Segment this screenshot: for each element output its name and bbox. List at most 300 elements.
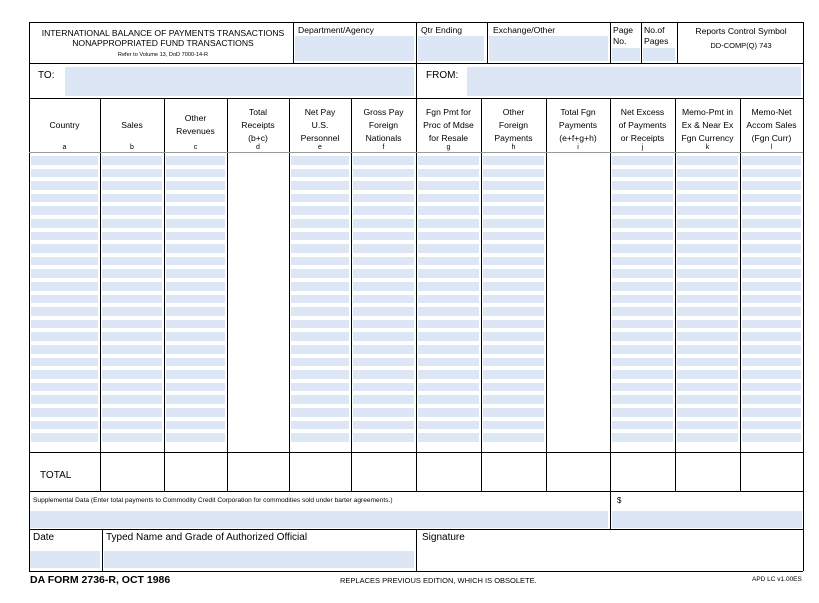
- table-cell-input[interactable]: [548, 320, 608, 329]
- table-cell-input[interactable]: [166, 282, 225, 291]
- table-cell-input[interactable]: [548, 282, 608, 291]
- table-cell-input[interactable]: [102, 282, 162, 291]
- table-cell-input[interactable]: [418, 269, 479, 278]
- table-cell-input[interactable]: [548, 156, 608, 165]
- table-cell-input[interactable]: [31, 332, 98, 341]
- table-cell-input[interactable]: [418, 169, 479, 178]
- table-cell-input[interactable]: [418, 307, 479, 316]
- table-cell-input[interactable]: [483, 194, 544, 203]
- table-cell-input[interactable]: [353, 320, 414, 329]
- table-cell-input[interactable]: [612, 257, 673, 266]
- table-cell-input[interactable]: [353, 433, 414, 442]
- total-label: TOTAL: [40, 470, 72, 481]
- table-cell-input[interactable]: [677, 194, 738, 203]
- table-cell-input[interactable]: [102, 307, 162, 316]
- table-cell-input[interactable]: [291, 408, 349, 417]
- table-cell-input[interactable]: [166, 370, 225, 379]
- table-cell-input[interactable]: [612, 433, 673, 442]
- table-cell-input[interactable]: [742, 421, 801, 430]
- table-cell-input[interactable]: [677, 181, 738, 190]
- table-cell-input[interactable]: [102, 156, 162, 165]
- table-cell-input[interactable]: [353, 206, 414, 215]
- table-cell-input[interactable]: [548, 307, 608, 316]
- table-cell-input[interactable]: [483, 295, 544, 304]
- table-cell-input[interactable]: [612, 345, 673, 354]
- date-field[interactable]: [30, 551, 100, 568]
- table-cell-input[interactable]: [291, 269, 349, 278]
- table-cell-input[interactable]: [229, 156, 287, 165]
- table-cell-input[interactable]: [677, 244, 738, 253]
- table-cell-input[interactable]: [166, 269, 225, 278]
- table-cell-input[interactable]: [166, 244, 225, 253]
- table-cell-input[interactable]: [677, 257, 738, 266]
- total-cell[interactable]: [482, 454, 545, 490]
- table-cell-input[interactable]: [677, 269, 738, 278]
- table-cell-input[interactable]: [291, 395, 349, 404]
- table-cell-input[interactable]: [677, 332, 738, 341]
- table-cell-input[interactable]: [353, 232, 414, 241]
- table-cell-input[interactable]: [291, 257, 349, 266]
- table-cell-input[interactable]: [31, 433, 98, 442]
- table-cell-input[interactable]: [483, 421, 544, 430]
- table-cell-input[interactable]: [102, 206, 162, 215]
- table-cell-input[interactable]: [742, 370, 801, 379]
- total-cell[interactable]: [290, 454, 350, 490]
- table-cell-input[interactable]: [548, 395, 608, 404]
- table-cell-input[interactable]: [418, 383, 479, 392]
- table-cell-input[interactable]: [612, 332, 673, 341]
- table-cell-input[interactable]: [353, 383, 414, 392]
- table-cell-input[interactable]: [742, 181, 801, 190]
- table-cell-input[interactable]: [229, 408, 287, 417]
- table-cell-input[interactable]: [353, 282, 414, 291]
- table-cell-input[interactable]: [291, 421, 349, 430]
- table-cell-input[interactable]: [548, 269, 608, 278]
- table-cell-input[interactable]: [166, 433, 225, 442]
- table-cell-input[interactable]: [353, 345, 414, 354]
- table-cell-input[interactable]: [166, 295, 225, 304]
- table-cell-input[interactable]: [548, 194, 608, 203]
- table-cell-input[interactable]: [291, 433, 349, 442]
- page-no-field[interactable]: [612, 48, 640, 61]
- table-cell-input[interactable]: [31, 320, 98, 329]
- table-cell-input[interactable]: [677, 320, 738, 329]
- table-cell-input[interactable]: [418, 421, 479, 430]
- table-cell-input[interactable]: [548, 206, 608, 215]
- table-cell-input[interactable]: [418, 206, 479, 215]
- table-cell-input[interactable]: [102, 370, 162, 379]
- table-cell-input[interactable]: [353, 295, 414, 304]
- table-cell-input[interactable]: [677, 383, 738, 392]
- table-cell-input[interactable]: [102, 257, 162, 266]
- table-cell-input[interactable]: [677, 206, 738, 215]
- table-cell-input[interactable]: [483, 358, 544, 367]
- table-cell-input[interactable]: [102, 181, 162, 190]
- table-cell-input[interactable]: [548, 181, 608, 190]
- table-cell-input[interactable]: [102, 433, 162, 442]
- table-cell-input[interactable]: [229, 332, 287, 341]
- table-cell-input[interactable]: [483, 408, 544, 417]
- table-cell-input[interactable]: [31, 257, 98, 266]
- table-cell-input[interactable]: [102, 332, 162, 341]
- table-cell-input[interactable]: [612, 421, 673, 430]
- table-cell-input[interactable]: [291, 156, 349, 165]
- table-cell-input[interactable]: [31, 269, 98, 278]
- table-cell-input[interactable]: [166, 219, 225, 228]
- table-cell-input[interactable]: [483, 232, 544, 241]
- table-cell-input[interactable]: [742, 269, 801, 278]
- table-cell-input[interactable]: [548, 370, 608, 379]
- table-cell-input[interactable]: [31, 194, 98, 203]
- table-cell-input[interactable]: [166, 169, 225, 178]
- table-cell-input[interactable]: [612, 383, 673, 392]
- table-cell-input[interactable]: [483, 345, 544, 354]
- table-cell-input[interactable]: [418, 433, 479, 442]
- table-cell-input[interactable]: [483, 219, 544, 228]
- table-cell-input[interactable]: [166, 408, 225, 417]
- table-cell-input[interactable]: [353, 358, 414, 367]
- table-cell-input[interactable]: [31, 244, 98, 253]
- table-cell-input[interactable]: [229, 232, 287, 241]
- supplemental-amount-field[interactable]: [612, 511, 802, 528]
- table-cell-input[interactable]: [483, 269, 544, 278]
- table-cell-input[interactable]: [612, 181, 673, 190]
- table-cell-input[interactable]: [291, 282, 349, 291]
- typed-name-field[interactable]: [104, 551, 414, 568]
- table-cell-input[interactable]: [742, 332, 801, 341]
- table-cell-input[interactable]: [229, 257, 287, 266]
- table-cell-input[interactable]: [229, 433, 287, 442]
- table-cell-input[interactable]: [612, 232, 673, 241]
- table-cell-input[interactable]: [166, 181, 225, 190]
- table-cell-input[interactable]: [548, 408, 608, 417]
- table-cell-input[interactable]: [229, 345, 287, 354]
- table-cell-input[interactable]: [677, 345, 738, 354]
- table-cell-input[interactable]: [229, 320, 287, 329]
- table-cell-input[interactable]: [418, 345, 479, 354]
- table-cell-input[interactable]: [483, 383, 544, 392]
- table-cell-input[interactable]: [612, 169, 673, 178]
- table-cell-input[interactable]: [612, 395, 673, 404]
- table-cell-input[interactable]: [418, 395, 479, 404]
- table-cell-input[interactable]: [291, 206, 349, 215]
- table-cell-input[interactable]: [612, 370, 673, 379]
- signature-field[interactable]: [418, 548, 802, 570]
- table-cell-input[interactable]: [229, 370, 287, 379]
- table-cell-input[interactable]: [166, 395, 225, 404]
- table-cell-input[interactable]: [742, 219, 801, 228]
- table-cell-input[interactable]: [483, 156, 544, 165]
- table-cell-input[interactable]: [612, 244, 673, 253]
- table-cell-input[interactable]: [229, 194, 287, 203]
- total-cell[interactable]: [101, 454, 163, 490]
- table-cell-input[interactable]: [229, 269, 287, 278]
- table-cell-input[interactable]: [229, 307, 287, 316]
- table-cell-input[interactable]: [677, 358, 738, 367]
- table-cell-input[interactable]: [612, 307, 673, 316]
- table-cell-input[interactable]: [418, 156, 479, 165]
- table-cell-input[interactable]: [166, 332, 225, 341]
- table-cell-input[interactable]: [291, 295, 349, 304]
- table-cell-input[interactable]: [291, 332, 349, 341]
- table-cell-input[interactable]: [548, 383, 608, 392]
- table-cell-input[interactable]: [353, 244, 414, 253]
- table-cell-input[interactable]: [483, 307, 544, 316]
- table-cell-input[interactable]: [353, 181, 414, 190]
- table-cell-input[interactable]: [418, 358, 479, 367]
- table-cell-input[interactable]: [102, 169, 162, 178]
- table-cell-input[interactable]: [31, 282, 98, 291]
- table-cell-input[interactable]: [677, 169, 738, 178]
- table-cell-input[interactable]: [612, 282, 673, 291]
- table-cell-input[interactable]: [102, 320, 162, 329]
- table-cell-input[interactable]: [742, 194, 801, 203]
- table-cell-input[interactable]: [612, 206, 673, 215]
- table-cell-input[interactable]: [102, 295, 162, 304]
- table-cell-input[interactable]: [418, 232, 479, 241]
- table-cell-input[interactable]: [102, 421, 162, 430]
- table-cell-input[interactable]: [418, 320, 479, 329]
- table-cell-input[interactable]: [483, 257, 544, 266]
- table-cell-input[interactable]: [166, 358, 225, 367]
- table-cell-input[interactable]: [31, 181, 98, 190]
- table-cell-input[interactable]: [483, 244, 544, 253]
- table-cell-input[interactable]: [742, 408, 801, 417]
- table-cell-input[interactable]: [677, 295, 738, 304]
- table-cell-input[interactable]: [612, 194, 673, 203]
- table-cell-input[interactable]: [166, 421, 225, 430]
- table-cell-input[interactable]: [229, 169, 287, 178]
- table-cell-input[interactable]: [742, 156, 801, 165]
- table-cell-input[interactable]: [742, 257, 801, 266]
- table-cell-input[interactable]: [353, 257, 414, 266]
- table-cell-input[interactable]: [612, 320, 673, 329]
- table-cell-input[interactable]: [353, 408, 414, 417]
- table-cell-input[interactable]: [31, 156, 98, 165]
- department-field[interactable]: [295, 36, 414, 61]
- table-cell-input[interactable]: [102, 408, 162, 417]
- table-cell-input[interactable]: [677, 421, 738, 430]
- total-cell[interactable]: [165, 454, 226, 490]
- table-cell-input[interactable]: [418, 257, 479, 266]
- table-cell-input[interactable]: [677, 219, 738, 228]
- table-cell-input[interactable]: [31, 206, 98, 215]
- exchange-field[interactable]: [489, 36, 608, 61]
- table-cell-input[interactable]: [677, 156, 738, 165]
- table-cell-input[interactable]: [291, 169, 349, 178]
- total-cell[interactable]: [741, 454, 802, 490]
- table-cell-input[interactable]: [418, 370, 479, 379]
- table-cell-input[interactable]: [742, 345, 801, 354]
- table-cell-input[interactable]: [31, 370, 98, 379]
- table-cell-input[interactable]: [102, 395, 162, 404]
- total-cell[interactable]: [352, 454, 415, 490]
- table-cell-input[interactable]: [353, 395, 414, 404]
- table-cell-input[interactable]: [742, 433, 801, 442]
- table-cell-input[interactable]: [166, 320, 225, 329]
- table-cell-input[interactable]: [229, 295, 287, 304]
- table-cell-input[interactable]: [353, 307, 414, 316]
- table-cell-input[interactable]: [31, 358, 98, 367]
- table-cell-input[interactable]: [102, 219, 162, 228]
- table-cell-input[interactable]: [418, 332, 479, 341]
- table-cell-input[interactable]: [548, 244, 608, 253]
- table-cell-input[interactable]: [229, 181, 287, 190]
- table-cell-input[interactable]: [166, 206, 225, 215]
- table-cell-input[interactable]: [677, 433, 738, 442]
- table-cell-input[interactable]: [229, 206, 287, 215]
- table-cell-input[interactable]: [166, 345, 225, 354]
- table-cell-input[interactable]: [418, 194, 479, 203]
- table-cell-input[interactable]: [31, 421, 98, 430]
- table-cell-input[interactable]: [483, 320, 544, 329]
- table-cell-input[interactable]: [418, 244, 479, 253]
- table-cell-input[interactable]: [548, 232, 608, 241]
- table-cell-input[interactable]: [677, 307, 738, 316]
- table-cell-input[interactable]: [353, 269, 414, 278]
- no-of-pages-field[interactable]: [643, 48, 675, 61]
- table-cell-input[interactable]: [229, 395, 287, 404]
- table-cell-input[interactable]: [742, 395, 801, 404]
- table-cell-input[interactable]: [677, 408, 738, 417]
- table-cell-input[interactable]: [31, 408, 98, 417]
- table-cell-input[interactable]: [548, 421, 608, 430]
- table-cell-input[interactable]: [166, 383, 225, 392]
- table-cell-input[interactable]: [677, 232, 738, 241]
- table-cell-input[interactable]: [483, 395, 544, 404]
- table-cell-input[interactable]: [31, 219, 98, 228]
- table-cell-input[interactable]: [742, 307, 801, 316]
- table-cell-input[interactable]: [742, 358, 801, 367]
- table-cell-input[interactable]: [166, 194, 225, 203]
- total-cell[interactable]: [547, 454, 609, 490]
- table-cell-input[interactable]: [102, 244, 162, 253]
- table-cell-input[interactable]: [229, 282, 287, 291]
- table-cell-input[interactable]: [102, 383, 162, 392]
- table-cell-input[interactable]: [353, 421, 414, 430]
- table-cell-input[interactable]: [742, 232, 801, 241]
- table-cell-input[interactable]: [291, 320, 349, 329]
- table-cell-input[interactable]: [548, 433, 608, 442]
- table-cell-input[interactable]: [291, 232, 349, 241]
- table-cell-input[interactable]: [612, 295, 673, 304]
- table-cell-input[interactable]: [291, 244, 349, 253]
- table-cell-input[interactable]: [353, 332, 414, 341]
- table-cell-input[interactable]: [742, 383, 801, 392]
- table-cell-input[interactable]: [612, 156, 673, 165]
- table-cell-input[interactable]: [291, 345, 349, 354]
- table-cell-input[interactable]: [742, 295, 801, 304]
- table-cell-input[interactable]: [166, 232, 225, 241]
- table-cell-input[interactable]: [548, 358, 608, 367]
- table-cell-input[interactable]: [483, 433, 544, 442]
- table-cell-input[interactable]: [291, 370, 349, 379]
- table-cell-input[interactable]: [229, 383, 287, 392]
- table-cell-input[interactable]: [353, 370, 414, 379]
- table-cell-input[interactable]: [483, 332, 544, 341]
- table-cell-input[interactable]: [742, 169, 801, 178]
- table-cell-input[interactable]: [102, 345, 162, 354]
- table-cell-input[interactable]: [677, 395, 738, 404]
- table-cell-input[interactable]: [353, 219, 414, 228]
- table-cell-input[interactable]: [291, 358, 349, 367]
- total-cell[interactable]: [611, 454, 674, 490]
- total-cell[interactable]: [228, 454, 288, 490]
- qtr-ending-field[interactable]: [418, 36, 484, 61]
- table-cell-input[interactable]: [31, 295, 98, 304]
- table-cell-input[interactable]: [102, 269, 162, 278]
- table-cell-input[interactable]: [31, 395, 98, 404]
- table-cell-input[interactable]: [548, 219, 608, 228]
- total-cell[interactable]: [417, 454, 480, 490]
- table-cell-input[interactable]: [548, 169, 608, 178]
- supplemental-field[interactable]: [30, 511, 608, 528]
- table-cell-input[interactable]: [483, 282, 544, 291]
- table-cell-input[interactable]: [229, 219, 287, 228]
- table-cell-input[interactable]: [166, 156, 225, 165]
- table-cell-input[interactable]: [483, 370, 544, 379]
- table-cell-input[interactable]: [612, 269, 673, 278]
- table-cell-input[interactable]: [548, 345, 608, 354]
- table-cell-input[interactable]: [548, 295, 608, 304]
- total-cell[interactable]: [676, 454, 739, 490]
- table-cell-input[interactable]: [166, 257, 225, 266]
- table-cell-input[interactable]: [742, 244, 801, 253]
- table-cell-input[interactable]: [742, 282, 801, 291]
- table-cell-input[interactable]: [483, 169, 544, 178]
- table-cell-input[interactable]: [677, 282, 738, 291]
- table-cell-input[interactable]: [31, 232, 98, 241]
- table-cell-input[interactable]: [31, 307, 98, 316]
- table-cell-input[interactable]: [31, 169, 98, 178]
- table-cell-input[interactable]: [291, 181, 349, 190]
- table-cell-input[interactable]: [353, 156, 414, 165]
- table-cell-input[interactable]: [102, 358, 162, 367]
- table-cell-input[interactable]: [291, 383, 349, 392]
- table-cell-input[interactable]: [31, 383, 98, 392]
- table-cell-input[interactable]: [418, 408, 479, 417]
- table-cell-input[interactable]: [291, 307, 349, 316]
- table-cell-input[interactable]: [612, 358, 673, 367]
- table-cell-input[interactable]: [418, 181, 479, 190]
- table-cell-input[interactable]: [229, 244, 287, 253]
- table-cell-input[interactable]: [483, 181, 544, 190]
- table-cell-input[interactable]: [418, 295, 479, 304]
- table-cell-input[interactable]: [418, 282, 479, 291]
- table-cell-input[interactable]: [612, 219, 673, 228]
- table-cell-input[interactable]: [353, 169, 414, 178]
- table-cell-input[interactable]: [229, 358, 287, 367]
- table-cell-input[interactable]: [102, 232, 162, 241]
- table-cell-input[interactable]: [291, 194, 349, 203]
- table-cell-input[interactable]: [102, 194, 162, 203]
- table-cell-input[interactable]: [548, 257, 608, 266]
- table-cell-input[interactable]: [291, 219, 349, 228]
- table-cell-input[interactable]: [229, 421, 287, 430]
- table-cell-input[interactable]: [742, 320, 801, 329]
- table-cell-input[interactable]: [548, 332, 608, 341]
- from-field[interactable]: [467, 67, 801, 96]
- to-field[interactable]: [65, 67, 414, 96]
- table-cell-input[interactable]: [612, 408, 673, 417]
- table-cell-input[interactable]: [353, 194, 414, 203]
- table-cell-input[interactable]: [31, 345, 98, 354]
- table-cell-input[interactable]: [166, 307, 225, 316]
- table-cell-input[interactable]: [418, 219, 479, 228]
- table-cell-input[interactable]: [483, 206, 544, 215]
- table-cell-input[interactable]: [742, 206, 801, 215]
- table-cell-input[interactable]: [677, 370, 738, 379]
